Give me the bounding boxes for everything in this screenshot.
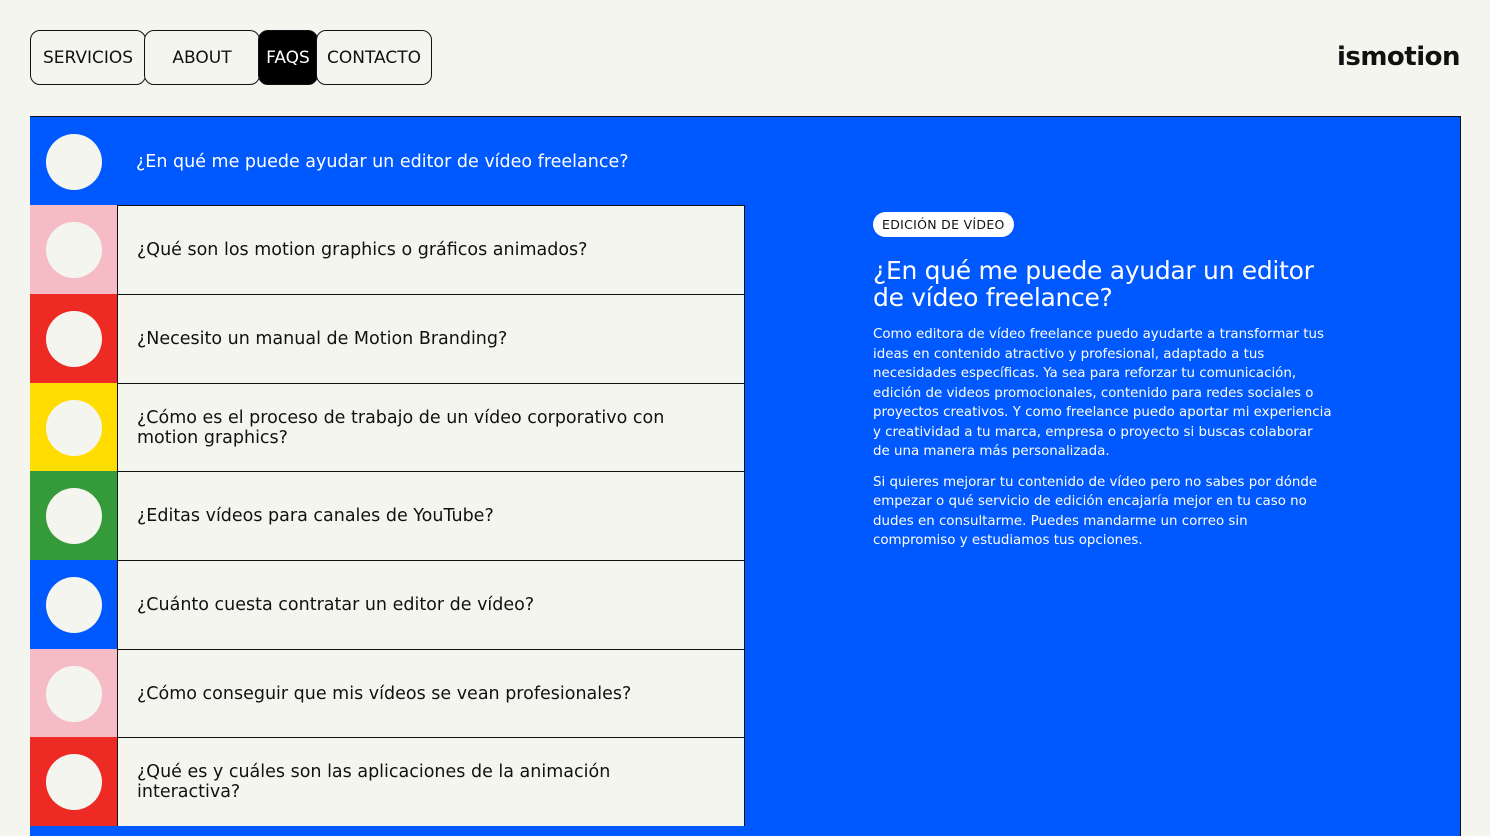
circle-icon xyxy=(46,311,102,367)
faq-item[interactable] xyxy=(30,383,745,472)
faq-item[interactable] xyxy=(30,737,745,826)
circle-icon xyxy=(46,400,102,456)
faq-swatch xyxy=(30,117,117,206)
faq-question: ¿Cuánto cuesta contratar un editor de vídeo? xyxy=(117,560,745,649)
faq-swatch xyxy=(30,649,117,738)
circle-icon xyxy=(46,222,102,278)
faq-swatch xyxy=(30,205,117,294)
faq-swatch xyxy=(30,383,117,472)
answer-paragraph: Si quieres mejorar tu contenido de vídeo pero no sabes por dónde empezar o qué servicio de edición encajaría mejor en tu caso no dudes en consultarme. Puedes mandarme un correo sin compromiso y estudiamos tus opciones. xyxy=(873,474,1318,548)
nav-servicios[interactable]: SERVICIOS xyxy=(30,30,146,85)
circle-icon xyxy=(46,488,102,544)
faq-swatch xyxy=(30,471,117,560)
faq-question: ¿Editas vídeos para canales de YouTube? xyxy=(117,471,745,560)
faq-answer xyxy=(873,212,1333,562)
answer-paragraph: Como editora de vídeo freelance puedo ayudarte a transformar tus ideas en contenido atractivo y profesional, adaptado a tus necesidades específicas. Ya sea para reforzar tu comunicación, edición de videos promocionales, contenido para redes sociales o proyectos creativos. Y como freelance puedo aportar mi experiencia y creatividad a tu marca, empresa o proyecto si buscas colaborar de una manera más personalizada. xyxy=(873,327,1332,459)
nav-about[interactable]: ABOUT xyxy=(144,30,260,85)
faq-item[interactable] xyxy=(30,205,745,294)
circle-icon xyxy=(46,754,102,810)
circle-icon xyxy=(46,666,102,722)
category-tag: EDICIÓN DE VÍDEO xyxy=(873,212,1014,237)
answer-title: ¿En qué me puede ayudar un editor de vídeo freelance? xyxy=(873,256,1314,312)
main-nav xyxy=(30,30,430,85)
faq-question: ¿Cómo es el proceso de trabajo de un vídeo corporativo con motion graphics? xyxy=(117,383,745,472)
faq-question: ¿Cómo conseguir que mis vídeos se vean profesionales? xyxy=(117,649,745,738)
faq-question: ¿Qué es y cuáles son las aplicaciones de la animación interactiva? xyxy=(117,737,745,826)
faq-item[interactable] xyxy=(30,649,745,738)
circle-icon xyxy=(46,134,102,190)
brand-logo[interactable]: ismotion xyxy=(1336,42,1460,72)
nav-contacto[interactable]: CONTACTO xyxy=(316,30,432,85)
faq-swatch xyxy=(30,737,117,826)
faq-swatch xyxy=(30,560,117,649)
faq-question: ¿En qué me puede ayudar un editor de vídeo freelance? xyxy=(136,151,629,172)
faq-item[interactable] xyxy=(30,117,745,206)
faq-item[interactable] xyxy=(30,294,745,383)
faq-swatch xyxy=(30,294,117,383)
nav-faqs[interactable]: FAQS xyxy=(258,30,318,85)
faq-item[interactable] xyxy=(30,560,745,649)
faq-item[interactable] xyxy=(30,471,745,560)
answer-body xyxy=(873,325,1333,551)
faq-question: ¿Necesito un manual de Motion Branding? xyxy=(117,294,745,383)
circle-icon xyxy=(46,577,102,633)
faq-question: ¿Qué son los motion graphics o gráficos animados? xyxy=(117,205,745,294)
